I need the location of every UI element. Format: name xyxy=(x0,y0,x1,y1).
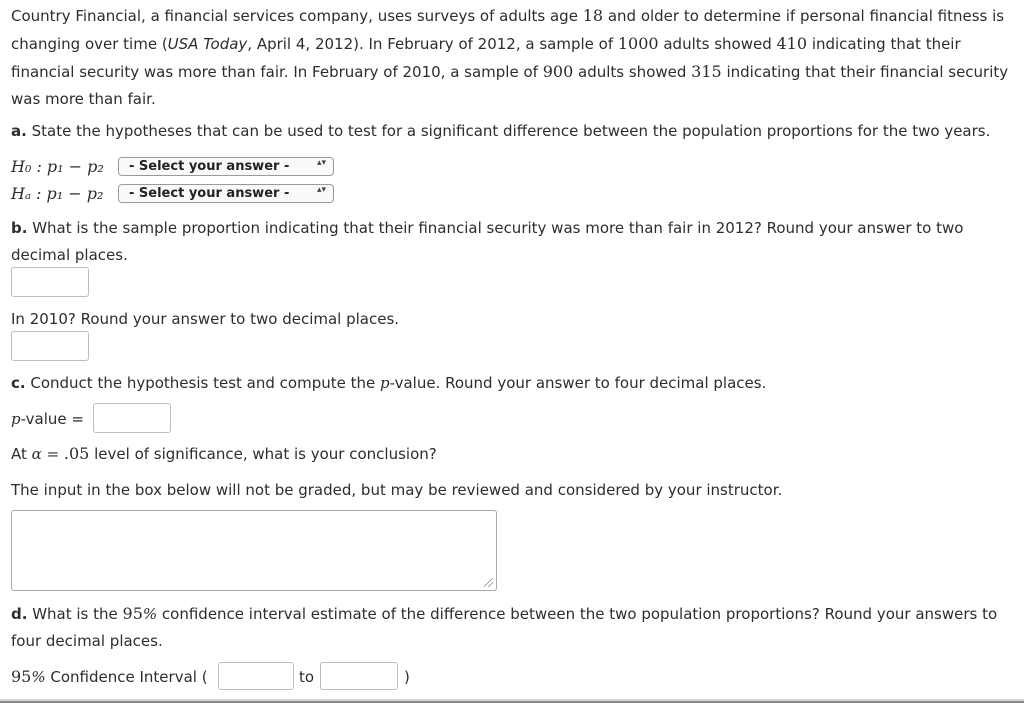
h0-row xyxy=(11,155,334,177)
count-2010: 315 xyxy=(691,62,722,81)
source-title: USA Today xyxy=(167,35,248,53)
alpha-question: At α = .05 level of significance, what is your conclusion? xyxy=(11,444,437,463)
ci-lower-input[interactable] xyxy=(218,662,294,690)
part-b-2010-question: In 2010? Round your answer to two decimal places. xyxy=(11,310,400,328)
pvalue-input[interactable] xyxy=(93,403,171,433)
part-a-question: a. State the hypotheses that can be used to test for a significant difference between the population proportions for the two years. xyxy=(11,122,991,140)
part-b-question: b. What is the sample proportion indicating that their financial security was more than fair in 2012? Round your answer to two decimal places. xyxy=(11,219,964,264)
ci-upper-input[interactable] xyxy=(320,662,398,690)
proportion-2012-input[interactable] xyxy=(11,267,89,297)
ha-label: Hₐ : p₁ − p₂ xyxy=(11,183,104,203)
h0-label: H₀ : p₁ − p₂ xyxy=(11,156,104,176)
ha-select-value: - Select your answer - xyxy=(129,185,290,201)
h0-select[interactable] xyxy=(118,157,334,176)
ha-select[interactable] xyxy=(118,184,334,203)
age-value: 18 xyxy=(582,6,604,25)
part-c-question: c. Conduct the hypothesis test and compute the p-value. Round your answer to four decimal places. xyxy=(11,374,767,392)
grading-note: The input in the box below will not be graded, but may be reviewed and considered by your instructor. xyxy=(11,481,783,499)
select-arrows-icon: ▴▾ xyxy=(316,184,326,195)
proportion-2010-input[interactable] xyxy=(11,331,89,361)
problem-intro: Country Financial, a financial services company, uses surveys of adults age 18 and older to determine if personal financial fitness is changing over time (USA Today, April 4, 2012). In February of 2012, a sample of 1000 adults showed 410 indicating that their financial security was more than fair. In February of 2010, a sample of 900 adults showed 315 indicating that their financial security was more than fair. xyxy=(11,6,1009,108)
pvalue-label: p-value = xyxy=(11,410,84,428)
ci-close-paren: ) xyxy=(404,668,410,686)
count-2012: 410 xyxy=(776,34,808,53)
ci-to-label: to xyxy=(299,668,315,686)
ha-row xyxy=(11,182,334,204)
conclusion-textarea[interactable] xyxy=(11,510,497,591)
h0-select-value: - Select your answer - xyxy=(129,158,290,174)
select-arrows-icon: ▴▾ xyxy=(316,157,326,168)
sample-2012: 1000 xyxy=(617,34,659,53)
ci-label: 95% Confidence Interval ( xyxy=(11,667,208,686)
part-d-question: d. What is the 95% confidence interval estimate of the difference between the two population proportions? Round your answers to four decimal places. xyxy=(11,604,998,650)
sample-2010: 900 xyxy=(542,62,574,81)
resize-grip-icon[interactable] xyxy=(484,578,493,587)
